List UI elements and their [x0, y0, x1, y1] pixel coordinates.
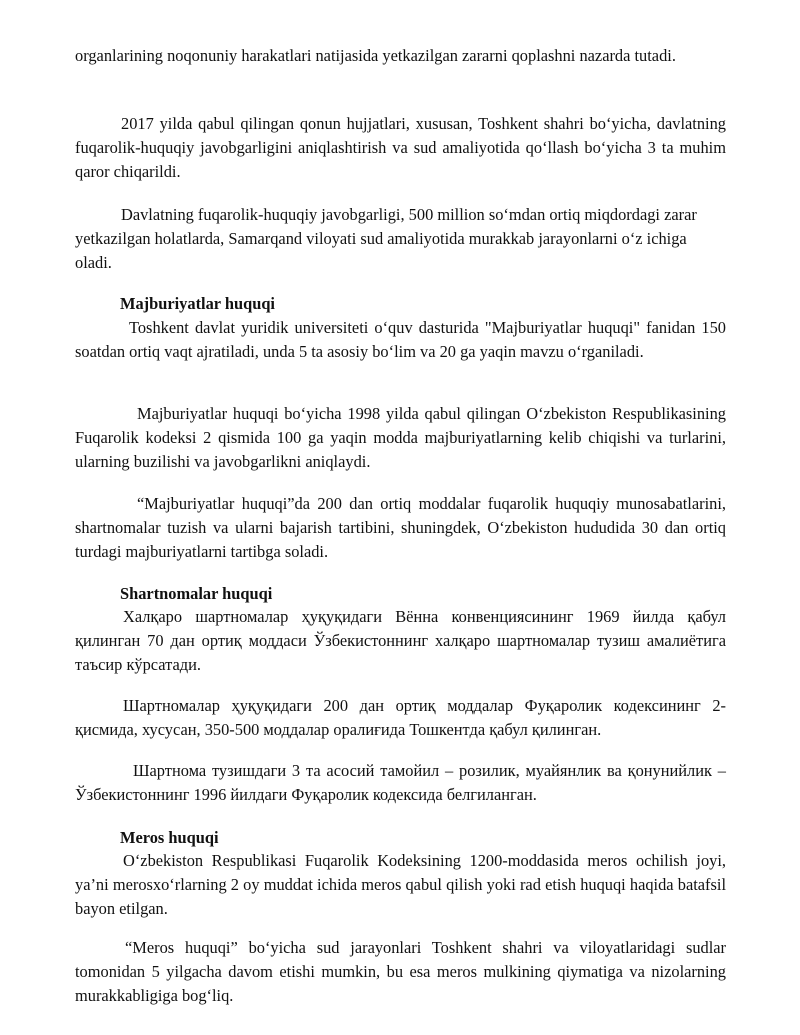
section-heading: Meros huquqi [120, 828, 219, 847]
paragraph: “Meros huquqi” bo‘yicha sud jarayonlari Toshkent shahri va viloyatlaridagi sudlar tomonidan 5 yilgacha davom etishi mumkin, bu esa meros mulkining qiymatiga va nizolarning murakkabligiga bog‘liq. [75, 938, 726, 1005]
paragraph: organlarining noqonuniy harakatlari natijasida yetkazilgan zararni qoplashni nazarda tutadi. [75, 46, 676, 65]
paragraph: Халқаро шартномалар ҳуқуқидаги Вённа конвенциясининг 1969 йилда қабул қилинган 70 дан ортиқ моддаси Ўзбекистоннинг халқаро шартномалар тузиш амалиётига таъсир кўрсатади. [75, 607, 726, 674]
paragraph: Шартномалар ҳуқуқидаги 200 дан ортиқ моддалар Фуқаролик кодексининг 2-қисмида, хусусан, 350-500 моддалар оралиғида Тошкентда қабул қилинган. [75, 696, 726, 739]
paragraph: “Majburiyatlar huquqi”da 200 dan ortiq moddalar fuqarolik huquqiy munosabatlarini, shartnomalar tuzish va ularni bajarish tartibini, shuningdek, O‘zbekiston hududida 30 dan ortiq turdagi majburiyatlarni tartibga soladi. [75, 494, 726, 561]
paragraph: Majburiyatlar huquqi bo‘yicha 1998 yilda qabul qilingan O‘zbekiston Respublikasining Fuqarolik kodeksi 2 qismida 100 ga yaqin modda majburiyatlarning kelib chiqishi va turlarini, ularning buzilishi va javobgarlikni aniqlaydi. [75, 404, 726, 471]
paragraph: O‘zbekiston Respublikasi Fuqarolik Kodeksining 1200-moddasida meros ochilish joyi, ya’ni merosxo‘rlarning 2 oy muddat ichida meros qabul qilish yoki rad etish huquqi haqida batafsil bayon etilgan. [75, 851, 726, 918]
section-heading: Majburiyatlar huquqi [120, 294, 275, 313]
paragraph: Davlatning fuqarolik-huquqiy javobgarligi, 500 million so‘mdan ortiq miqdordagi zarar yetkazilgan holatlarda, Samarqand viloyati sud amaliyotida murakkab jarayonlarni o‘z ichiga oladi. [75, 205, 697, 272]
paragraph: Toshkent davlat yuridik universiteti o‘quv dasturida "Majburiyatlar huquqi" fanidan 150 soatdan ortiq vaqt ajratiladi, unda 5 ta asosiy bo‘lim va 20 ga yaqin mavzu o‘rganiladi. [75, 318, 726, 361]
paragraph: 2017 yilda qabul qilingan qonun hujjatlari, xususan, Toshkent shahri bo‘yicha, davlatning fuqarolik-huquqiy javobgarligini aniqlashtirish va sud amaliyotida qo‘llash bo‘yicha 3 ta muhim qaror chiqarildi. [75, 114, 726, 181]
paragraph: Шартнома тузишдаги 3 та асосий тамойил – розилик, муайянлик ва қонунийлик – Ўзбекистоннинг 1996 йилдаги Фуқаролик кодексида белгиланган. [75, 761, 726, 804]
section-heading: Shartnomalar huquqi [120, 584, 273, 603]
